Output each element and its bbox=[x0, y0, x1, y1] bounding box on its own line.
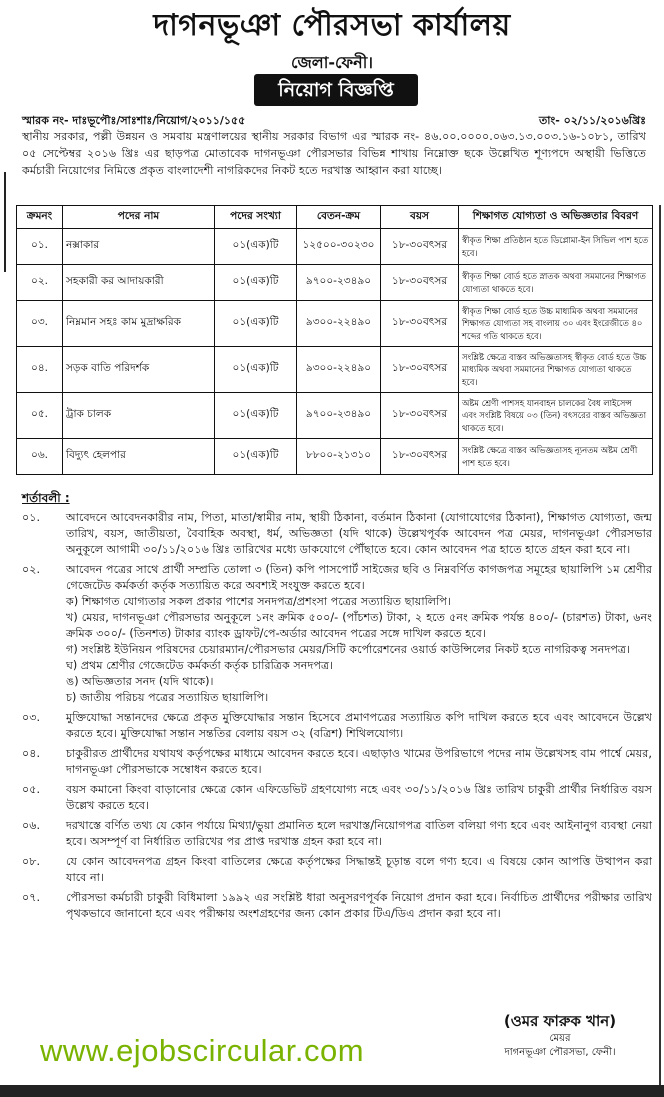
col-header-post: পদের নাম bbox=[63, 206, 215, 229]
scale-cell: ৯৩০০-২২৪৯০ bbox=[297, 301, 381, 347]
age-cell: ১৮-৩০বৎসর bbox=[381, 393, 459, 439]
scale-cell: ৯৭০০-২৩৪৯০ bbox=[297, 393, 381, 439]
term-number: ০৮. bbox=[22, 855, 41, 868]
term-item bbox=[22, 890, 652, 922]
term-item bbox=[22, 782, 652, 814]
scan-edge-mark bbox=[4, 172, 6, 272]
count-cell: ০১(এক)টি bbox=[215, 347, 297, 393]
term-item bbox=[22, 510, 652, 558]
term-number: ০৪. bbox=[22, 747, 41, 760]
age-cell: ১৮-৩০বৎসর bbox=[381, 301, 459, 347]
term-number: ০৭. bbox=[22, 891, 41, 904]
term-text: আবেদনে আবেদনকারীর নাম, পিতা, মাতা/স্বামীর নাম, স্থায়ী ঠিকানা, বর্তমান ঠিকানা (যোগাযোগের ঠিকানা), শিক্ষাগত যোগ্যতা, জন্ম তারিখ, বয়স, জাতীয়তা, বৈবাহিক অবস্থা, ধর্ম, অভিজ্ঞতা (যদি থাকে) উল্লেখপূর্বক আবেদন পত্র মেয়র, দাগনভূঞা পৌরসভার অনুকূলে আগামী ৩০/১১/২০১৬ খ্রিঃ তারিখের মধ্যে ডাকযোগে পৌঁছাতে হবে। কোন আবেদন পত্র হাতে হাতে গ্রহন করা হবে না। bbox=[66, 511, 652, 556]
memo-number: স্মারক নং- দাঃভূপৌঃ/সাঃশাঃ/নিয়োগ/২০১১/১৫৫ bbox=[22, 114, 246, 127]
term-item bbox=[22, 854, 652, 886]
age-cell: ১৮-৩০বৎসর bbox=[381, 347, 459, 393]
term-number: ০৩. bbox=[22, 711, 41, 724]
table-row bbox=[17, 347, 653, 393]
qualification-cell: সংশ্লিষ্ট ক্ষেত্রে বাস্তব অভিজ্ঞতাসহ ন্যূনতম অষ্টম শ্রেণী পাশ হতে হবে। bbox=[459, 439, 653, 475]
term-number: ০৫. bbox=[22, 783, 41, 796]
terms-list bbox=[22, 510, 652, 926]
count-cell: ০১(এক)টি bbox=[215, 301, 297, 347]
term-subitem: ঙ) অভিজ্ঞতার সনদ (যদি থাকে)। bbox=[66, 675, 214, 688]
term-text: যে কোন আবেদনপত্র গ্রহন কিংবা বাতিলের ক্ষেত্রে কর্তৃপক্ষের সিদ্ধান্তই চূড়ান্ত বলে গণ্য হবে। এ বিষয়ে কোন আপত্তি উত্থাপন করা যাবে না। bbox=[66, 855, 652, 884]
scale-cell: ১২৫০০-৩০২৩০ bbox=[297, 229, 381, 265]
post-cell: বিদ্যুৎ হেলপার bbox=[63, 439, 215, 475]
qualification-cell: স্বীকৃত শিক্ষা বোর্ড হতে স্নাতক অথবা সমমানের শিক্ষাগত যোগ্যতা থাকতে হবে। bbox=[459, 265, 653, 301]
serial-cell: ০৬. bbox=[17, 439, 63, 475]
term-text: দরখাস্তে বর্ণিত তথ্য যে কোন পর্যায়ে মিথ্যা/ভুয়া প্রমানিত হলে দরখাস্ত/নিয়োগপত্র বাতিল বলিয়া গণ্য হবে এবং আইনানুগ ব্যবস্থা নেয়া হবে। অসম্পূর্ণ বা নির্ধারিত তারিখের পর প্রাপ্ত দরখাস্ত গ্রহন করা হবে না। bbox=[66, 819, 652, 848]
site-watermark: www.ejobscircular.com bbox=[40, 1033, 365, 1068]
table-row bbox=[17, 393, 653, 439]
col-header-age: বয়স bbox=[381, 206, 459, 229]
term-subitem: খ) মেয়র, দাগনভূঞা পৌরসভার অনুকূলে ১নং ক্রমিক ৫০০/- (পাঁচশত) টাকা, ২ হতে ৫নং ক্রমিক পর্যন্ত ৪০০/- (চারশত) টাকা, ৬নং ক্রমিক ৩০০/- (তিনশত) টাকার ব্যাংক ড্রাফট/পে-অর্ডার আবেদন পত্রের সঙ্গে দাখিল করতে হবে। bbox=[66, 611, 652, 640]
term-number: ০২. bbox=[22, 563, 41, 576]
signature-block bbox=[470, 1010, 650, 1060]
term-text: আবেদন পত্রের সাথে প্রার্থী সম্প্রতি তোলা ৩ (তিন) কপি পাসপোর্ট সাইজের ছবি ও নিম্নবর্ণিত কাগজপত্র সমূহের ছায়ালিপি ১ম শ্রেণীর গেজেটেড কর্মকর্তা কর্তৃক সত্যায়িত করে অবশ্যই সংযুক্ত করতে হবে। bbox=[66, 563, 652, 592]
post-cell: সড়ক বাতি পরিদর্শক bbox=[63, 347, 215, 393]
col-header-serial: ক্রমনং bbox=[17, 206, 63, 229]
table-header-row bbox=[17, 206, 653, 229]
term-item bbox=[22, 818, 652, 850]
table-row bbox=[17, 439, 653, 475]
scale-cell: ৯৩০০-২২৪৯০ bbox=[297, 347, 381, 393]
scan-bottom-edge bbox=[0, 1085, 664, 1097]
vacancy-table bbox=[16, 205, 653, 475]
post-cell: নক্সাকার bbox=[63, 229, 215, 265]
post-cell: নিম্নমান সহঃ কাম মুদ্রাক্ষরিক bbox=[63, 301, 215, 347]
table-row bbox=[17, 265, 653, 301]
count-cell: ০১(এক)টি bbox=[215, 393, 297, 439]
age-cell: ১৮-৩০বৎসর bbox=[381, 265, 459, 301]
serial-cell: ০৪. bbox=[17, 347, 63, 393]
serial-cell: ০৫. bbox=[17, 393, 63, 439]
col-header-scale: বেতন-ক্রম bbox=[297, 206, 381, 229]
terms-heading: শর্তাবলী : bbox=[22, 491, 70, 505]
serial-cell: ০২. bbox=[17, 265, 63, 301]
term-text: পৌরসভা কর্মচারী চাকুরী বিধিমালা ১৯৯২ এর সংশ্লিষ্ট ধারা অনুসরণপূর্বক নিয়োগ প্রদান করা হবে। নির্বাচিত প্রার্থীদের পরীক্ষার তারিখ পৃথকভাবে জানানো হবে এবং পরীক্ষায় অংশগ্রহণের জন্য কোন প্রকার টিএ/ডিএ প্রদান করা হবে না। bbox=[66, 891, 652, 920]
term-text: চাকুরীরত প্রার্থীদের যথাযথ কর্তৃপক্ষের মাধ্যমে আবেদন করতে হবে। এছাড়াও খামের উপরিভাগে পদের নাম উল্লেখসহ বাম পার্শ্বে মেয়র, দাগনভূঞা পৌরসভাকে সম্বোধন করতে হবে। bbox=[66, 747, 652, 776]
table-row bbox=[17, 229, 653, 265]
term-number: ০৬. bbox=[22, 819, 41, 832]
count-cell: ০১(এক)টি bbox=[215, 439, 297, 475]
table-row bbox=[17, 301, 653, 347]
term-subitem: ক) শিক্ষাগত যোগ্যতার সকল প্রকার পাশের সনদপত্র/প্রশংসা পত্রের সত্যায়িত ছায়ালিপি। bbox=[66, 595, 451, 608]
qualification-cell: অষ্টম শ্রেণী পাশসহ যানবাহন চালকের বৈধ লাইসেন্স এবং সংশ্লিষ্ট বিষয়ে ০৩ (তিন) বৎসরের বাস্তব অভিজ্ঞতা থাকতে হবে। bbox=[459, 393, 653, 439]
col-header-count: পদের সংখ্যা bbox=[215, 206, 297, 229]
scan-edge-mark bbox=[659, 205, 661, 1095]
qualification-cell: স্বীকৃত শিক্ষা বোর্ড হতে উচ্চ মাধ্যমিক অথবা সমমানের শিক্ষাগত যোগ্যতা সহ বাংলায় ৩০ এবং ইংরেজীতে ৪০ শব্দের গতি থাকতে হবে। bbox=[459, 301, 653, 347]
district-line: জেলা-ফেনী। bbox=[290, 53, 374, 72]
term-subitem: ঘ) প্রথম শ্রেণীর গেজেটেড কর্মকর্তা কর্তৃক চারিত্রিক সনদপত্র। bbox=[66, 659, 334, 672]
notice-date: তাং- ০২/১১/২০১৬খ্রিঃ bbox=[539, 114, 646, 127]
term-text: মুক্তিযোদ্ধা সন্তানদের ক্ষেত্রে প্রকৃত মুক্তিযোদ্ধার সন্তান হিসেবে প্রমাণপত্রের সত্যায়িত কপি দাখিল করতে হবে এবং আবেদনে উল্লেখ করতে হবে। মুক্তিযোদ্ধা সন্তান সন্ততির বেলায় বয়স ৩২ (বত্রিশ) শিথিলযোগ্য। bbox=[66, 711, 652, 740]
signatory-office: দাগনভূঞা পৌরসভা, ফেনী। bbox=[504, 1047, 616, 1058]
signatory-role: মেয়র bbox=[549, 1033, 571, 1044]
post-cell: ট্রাক চালক bbox=[63, 393, 215, 439]
term-body bbox=[66, 562, 652, 706]
office-title: দাগনভূঞা পৌরসভা কার্যালয় bbox=[153, 8, 511, 43]
age-cell: ১৮-৩০বৎসর bbox=[381, 439, 459, 475]
col-header-qualification: শিক্ষাগত যোগ্যতা ও অভিজ্ঞতার বিবরণ bbox=[459, 206, 653, 229]
count-cell: ০১(এক)টি bbox=[215, 229, 297, 265]
term-item bbox=[22, 710, 652, 742]
qualification-cell: স্বীকৃত শিক্ষা প্রতিষ্ঠান হতে ডিপ্লোমা-ইন সিভিল পাশ হতে হবে। bbox=[459, 229, 653, 265]
term-subitem: গ) সংশ্লিষ্ট ইউনিয়ন পরিষদের চেয়ারম্যান/পৌরসভার মেয়র/সিটি কর্পোরেশনের ওয়ার্ড কাউন্সিলের নিকট হতে নাগরিকত্ব সনদপত্র। bbox=[66, 643, 631, 656]
count-cell: ০১(এক)টি bbox=[215, 265, 297, 301]
intro-paragraph: স্থানীয় সরকার, পল্লী উন্নয়ন ও সমবায় মন্ত্রণালয়ের স্থানীয় সরকার বিভাগ এর স্মারক নং- ৪৬.০০.০০০০.০৬৩.১৩.০০৩.১৬-১০৮১, তারিখ ০৫ সেপ্টেম্বর ২০১৬ খ্রিঃ এর ছাড়পত্র মোতাবেক দাগনভূঞা পৌরসভার বিভিন্ন শাখায় নিম্নোক্ত ছকে উল্লেখিত শূণ্যপদে অস্থায়ী ভিত্তিতে কর্মচারী নিয়োগের নিমিত্তে প্রকৃত বাংলাদেশী নাগরিকদের নিকট হতে দরখাস্ত আহ্বান করা যাচ্ছে। bbox=[22, 130, 646, 177]
term-subitem: চ) জাতীয় পরিচয় পত্রের সত্যায়িত ছায়ালিপি। bbox=[66, 691, 269, 704]
notice-heading: নিয়োগ বিজ্ঞপ্তি bbox=[254, 74, 418, 106]
post-cell: সহকারী কর আদায়কারী bbox=[63, 265, 215, 301]
signatory-name: (ওমর ফারুক খান) bbox=[503, 1012, 617, 1030]
scale-cell: ৯৭০০-২৩৪৯০ bbox=[297, 265, 381, 301]
qualification-cell: সংশ্লিষ্ট ক্ষেত্রে বাস্তব অভিজ্ঞতাসহ স্বীকৃত বোর্ড হতে উচ্চ মাধ্যমিক অথবা সমমানের শিক্ষাগত যোগ্যতা থাকতে হবে। bbox=[459, 347, 653, 393]
serial-cell: ০৩. bbox=[17, 301, 63, 347]
term-text: বয়স কমানো কিংবা বাড়ানোর ক্ষেত্রে কোন এফিডেভিট গ্রহণযোগ্য নহে এবং ৩০/১১/২০১৬ খ্রিঃ তারিখ চাকুরী প্রার্থীর নির্ধারিত বয়স উল্লেখ করতে হবে। bbox=[66, 783, 652, 812]
age-cell: ১৮-৩০বৎসর bbox=[381, 229, 459, 265]
term-item bbox=[22, 746, 652, 778]
term-item bbox=[22, 562, 652, 706]
term-number: ০১. bbox=[22, 511, 41, 524]
serial-cell: ০১. bbox=[17, 229, 63, 265]
scale-cell: ৮৮০০-২১৩১০ bbox=[297, 439, 381, 475]
